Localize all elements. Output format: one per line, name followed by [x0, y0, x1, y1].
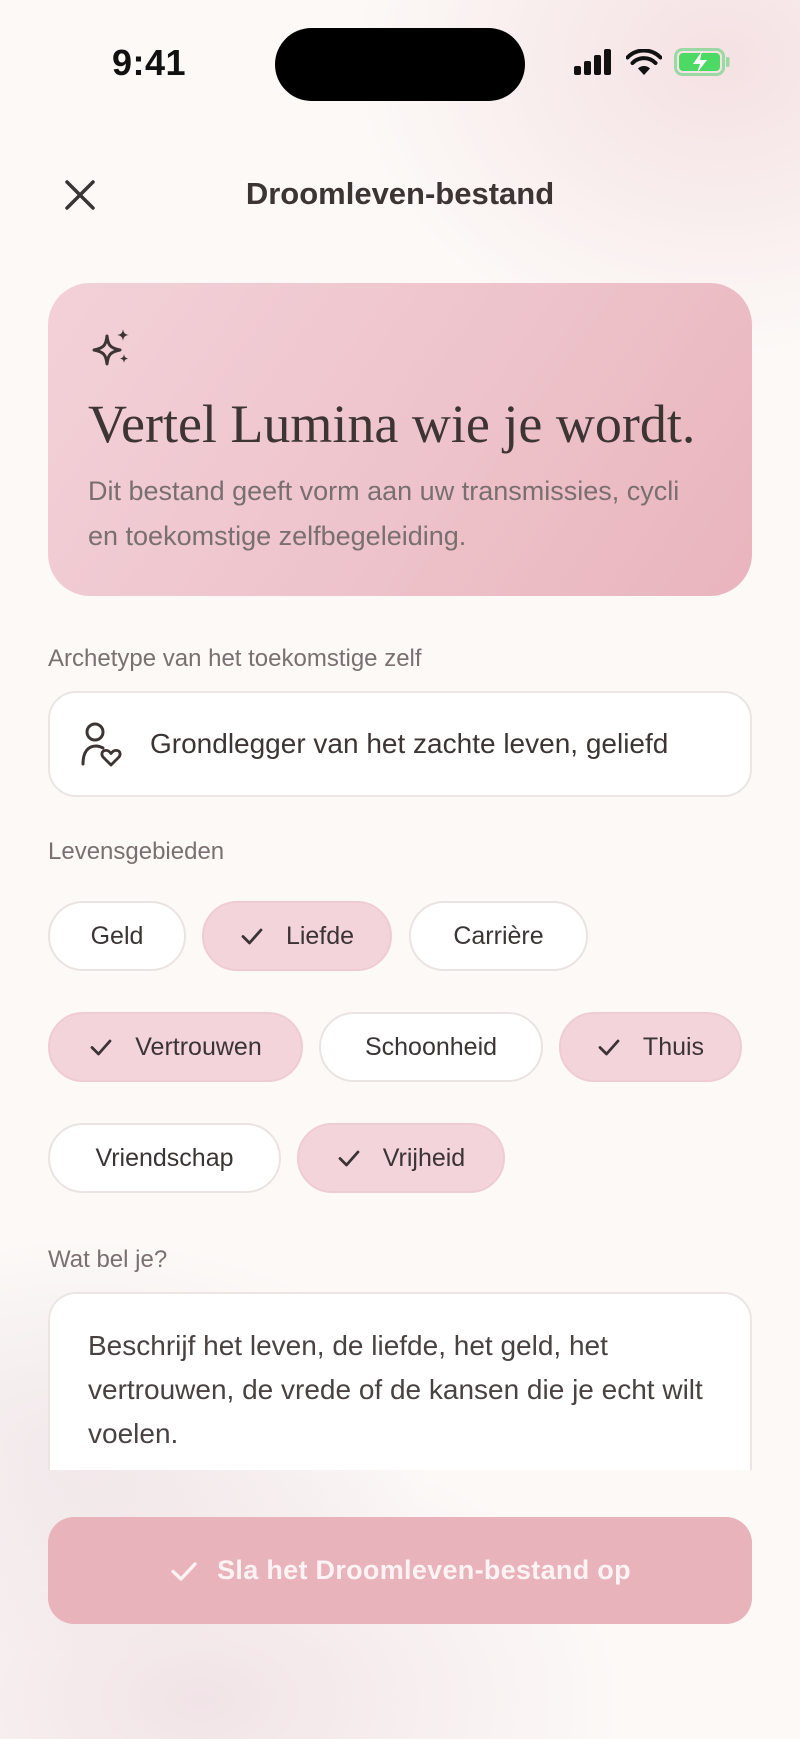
chip-label: Vertrouwen: [135, 1032, 262, 1061]
chip-liefde[interactable]: [202, 901, 392, 971]
chip-vriendschap[interactable]: [48, 1123, 281, 1193]
chip-label: Thuis: [642, 1032, 705, 1061]
archetype-label: Archetype van het toekomstige zelf: [48, 645, 422, 672]
wish-field[interactable]: [48, 1292, 752, 1470]
hero-card: [48, 283, 752, 596]
save-button-label: Sla het Droomleven-bestand op: [217, 1555, 631, 1585]
archetype-field[interactable]: [48, 691, 752, 797]
chip-thuis[interactable]: [559, 1012, 742, 1082]
cellular-signal-icon: [574, 49, 614, 75]
life-areas-label: Levensgebieden: [48, 838, 225, 865]
archetype-input[interactable]: [150, 728, 730, 760]
wifi-icon: [626, 49, 662, 75]
chip-label: Schoonheid: [364, 1032, 498, 1061]
check-icon: [597, 1035, 621, 1059]
save-button[interactable]: [48, 1517, 752, 1624]
chip-label: Vrijheid: [382, 1143, 466, 1172]
chip-carriere[interactable]: [409, 901, 588, 971]
sparkle-icon: [90, 327, 134, 371]
wish-label: Wat bel je?: [48, 1246, 168, 1273]
chip-geld[interactable]: [48, 901, 186, 971]
person-heart-icon: [80, 721, 122, 767]
battery-charging-icon: [674, 48, 730, 76]
check-icon: [89, 1035, 113, 1059]
status-time: 9:41: [112, 42, 187, 83]
check-icon: [240, 924, 264, 948]
hero-title: Vertel Lumina wie je wordt.: [88, 394, 696, 454]
chip-vrijheid[interactable]: [297, 1123, 505, 1193]
check-icon: [169, 1556, 199, 1586]
page-title: Droomleven-bestand: [245, 176, 555, 211]
check-icon: [337, 1146, 361, 1170]
chip-schoonheid[interactable]: [319, 1012, 543, 1082]
chip-label: Liefde: [285, 921, 355, 950]
status-icons: [574, 48, 730, 76]
chip-label: Carrière: [453, 921, 544, 950]
hero-subtitle: Dit bestand geeft vorm aan uw transmissies, cycli en toekomstige zelfbegeleiding.: [88, 476, 680, 551]
chip-label: Vriendschap: [95, 1143, 234, 1172]
wish-textarea[interactable]: [88, 1324, 718, 1470]
dynamic-island: [275, 28, 525, 101]
status-bar: [0, 0, 800, 130]
chip-vertrouwen[interactable]: [48, 1012, 303, 1082]
chip-label: Geld: [90, 921, 144, 950]
